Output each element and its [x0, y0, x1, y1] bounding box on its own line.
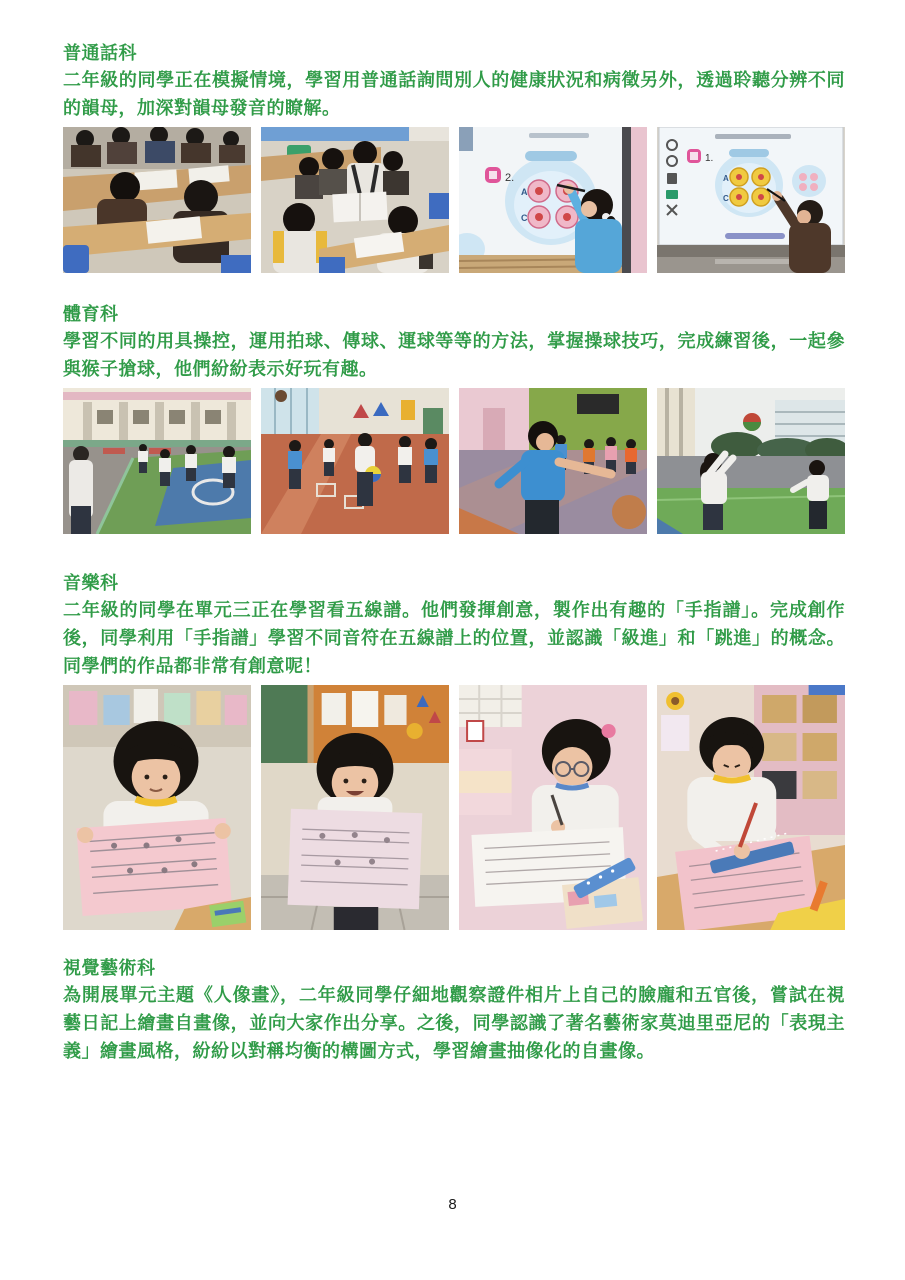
- svg-text:A: A: [723, 174, 729, 183]
- photo-pe-hall-ball: [261, 388, 449, 534]
- photo-putonghua-whiteboard-boy: [657, 127, 845, 273]
- svg-text:C: C: [723, 194, 729, 203]
- section-visual-arts: [63, 955, 845, 1065]
- photo-pe-courtyard: [63, 388, 251, 534]
- section-body-pe: 學習不同的用具操控，運用拍球、傳球、運球等等的方法，掌握操球技巧，完成練習後，一起參與猴子搶球，他們紛紛表示好玩有趣。: [63, 331, 845, 379]
- photo-row-putonghua: [63, 127, 845, 273]
- section-heading-pe: 體育科: [63, 304, 119, 324]
- page-number: 8: [448, 1196, 457, 1213]
- svg-text:A: A: [521, 187, 528, 197]
- photo-music-girl-ruler: [657, 685, 845, 930]
- photo-pe-outdoor-catch: [657, 388, 845, 534]
- svg-text:1.: 1.: [705, 153, 714, 164]
- section-heading-music: 音樂科: [63, 573, 119, 593]
- section-body-putonghua: 二年級的同學正在模擬情境，學習用普通話詢問別人的健康狀況和病徵另外，透過聆聽分辨不同的韻母，加深對韻母發音的瞭解。: [63, 70, 845, 118]
- section-body-music: 二年級的同學在單元三正在學習看五線譜。他們發揮創意，製作出有趣的「手指譜」。完成創作後，同學利用「手指譜」學習不同音符在五線譜上的位置，並認識「級進」和「跳進」的概念。同學們的作品都非常有創意呢！: [63, 600, 845, 676]
- photo-row-pe: [63, 388, 845, 534]
- photo-putonghua-classroom-2: [261, 127, 449, 273]
- photo-music-girl-pink-paper: [63, 685, 251, 930]
- photo-music-girl-lavender-paper: [261, 685, 449, 930]
- section-putonghua: [63, 40, 845, 273]
- section-heading-visual-arts: 視覺藝術科: [63, 958, 156, 978]
- section-music: [63, 570, 845, 930]
- photo-putonghua-classroom-1: [63, 127, 251, 273]
- section-pe: [63, 301, 845, 534]
- photo-row-music: [63, 685, 845, 930]
- photo-putonghua-whiteboard-girl: [459, 127, 647, 273]
- section-heading-putonghua: 普通話科: [63, 43, 137, 63]
- photo-music-girl-glasses-writing: [459, 685, 647, 930]
- svg-text:2.: 2.: [505, 172, 515, 184]
- svg-text:C: C: [521, 213, 528, 223]
- photo-pe-boy-throwing: [459, 388, 647, 534]
- section-body-visual-arts: 為開展單元主題《人像畫》，二年級同學仔細地觀察證件相片上自己的臉龐和五官後，嘗試在視藝日記上繪畫自畫像，並向大家作出分享。之後，同學認識了著名藝術家莫迪里亞尼的「表現主義」繪畫風格，紛紛以對稱均衡的構圖方式，學習繪畫抽像化的自畫像。: [63, 985, 845, 1061]
